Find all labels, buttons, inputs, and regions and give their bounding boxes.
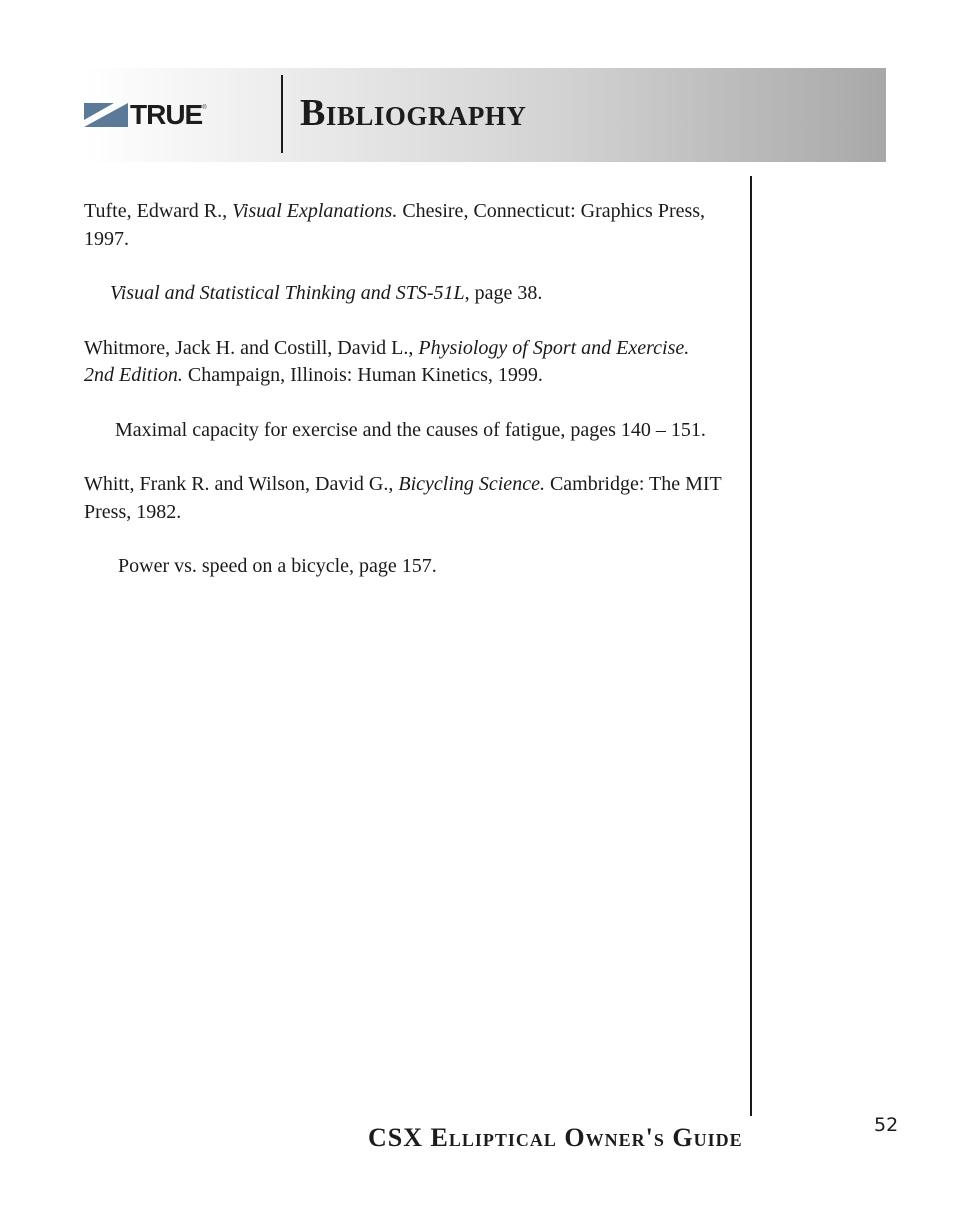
entry-title: Physiology of Sport and Exercise. 2nd Edition. bbox=[84, 336, 690, 386]
header-divider bbox=[281, 75, 283, 153]
bibliography-entry bbox=[84, 471, 724, 526]
page-number: 52 bbox=[874, 1114, 899, 1136]
entry-authors: Whitt, Frank R. and Wilson, David G., bbox=[84, 473, 399, 495]
footer-guide-title: CSX Elliptical Owner's Guide bbox=[368, 1123, 743, 1152]
bibliography-list bbox=[84, 198, 724, 608]
entry-note bbox=[84, 280, 724, 308]
page-title: Bibliography bbox=[300, 92, 527, 134]
true-logo-icon bbox=[84, 103, 128, 127]
entry-publication: Cambridge: The MIT Press, 1982. bbox=[84, 473, 722, 523]
entry-note-title: Visual and Statistical Thinking and STS-51L bbox=[110, 282, 465, 304]
entry-authors: Whitmore, Jack H. and Costill, David L., bbox=[84, 336, 419, 359]
logo-registered-mark: ® bbox=[202, 105, 207, 111]
entry-publication: Chesire, Connecticut: Graphics Press, 1997. bbox=[84, 200, 706, 250]
bibliography-entry bbox=[84, 335, 724, 390]
entry-note: Maximal capacity for exercise and the causes of fatigue, pages 140 – 151. bbox=[115, 418, 706, 441]
right-margin-rule bbox=[750, 176, 752, 1116]
entry-title: Visual Explanations. bbox=[232, 200, 398, 222]
bibliography-entry bbox=[84, 198, 724, 253]
entry-title: Bicycling Science. bbox=[398, 473, 545, 495]
entry-note-page: , page 38. bbox=[464, 282, 543, 304]
true-logo bbox=[84, 99, 254, 130]
entry-note: Power vs. speed on a bicycle, page 157. bbox=[118, 555, 437, 577]
logo-wordmark: TRUE bbox=[130, 99, 203, 130]
entry-authors: Tufte, Edward R., bbox=[84, 200, 233, 222]
entry-publication: Champaign, Illinois: Human Kinetics, 1999. bbox=[182, 364, 543, 386]
